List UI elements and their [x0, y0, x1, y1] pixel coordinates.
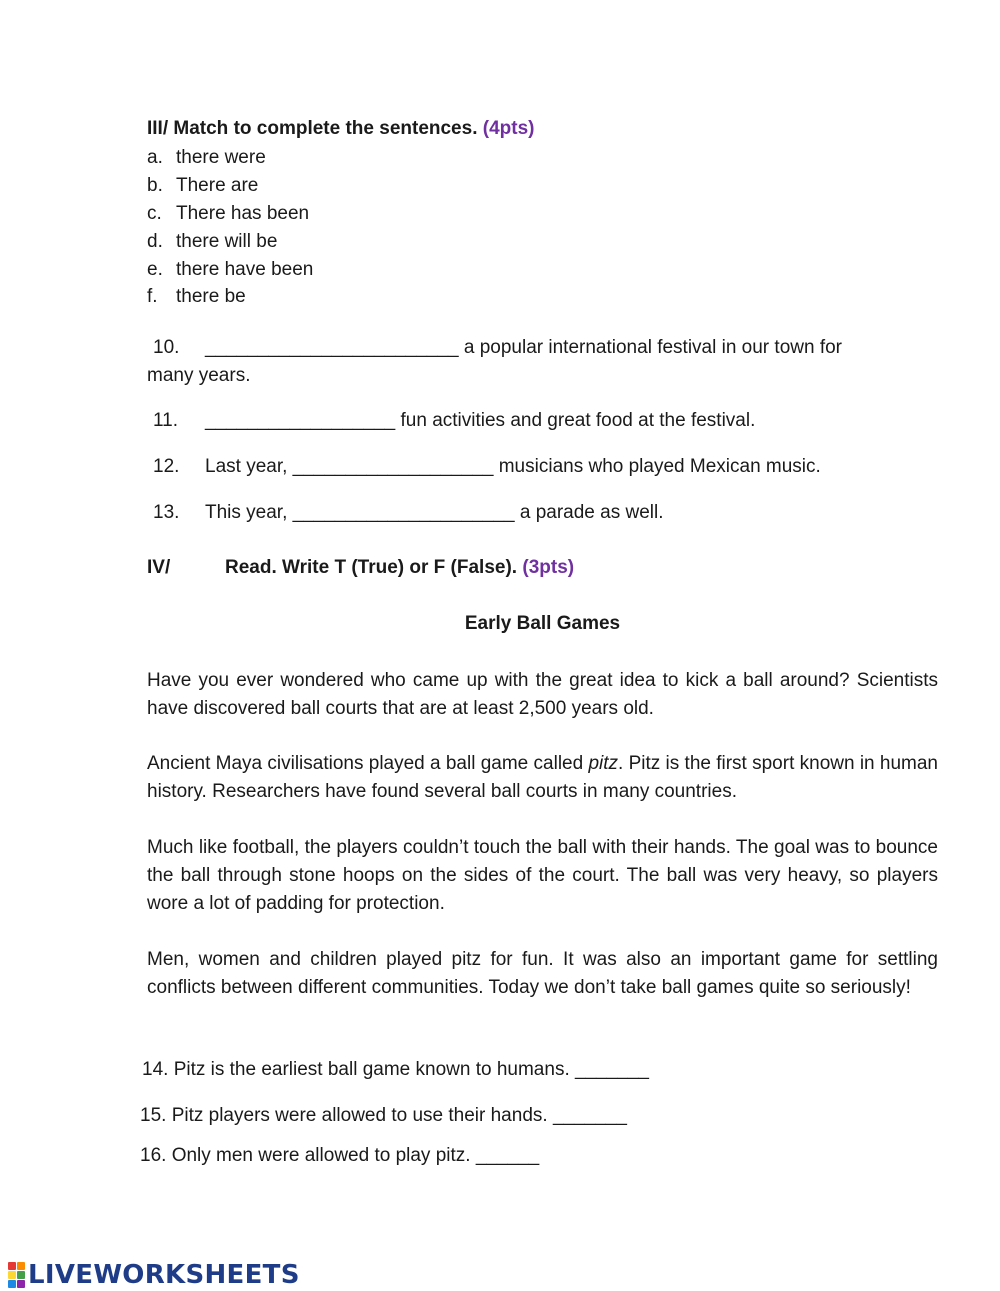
question-10 — [153, 337, 842, 359]
liveworksheets-logo — [8, 1260, 300, 1290]
logo-mark-square — [8, 1271, 16, 1279]
reading-paragraph-4 — [147, 946, 938, 1002]
section3-heading-text: III/ Match to complete the sentences. — [147, 118, 478, 139]
option-letter: f. — [147, 286, 158, 307]
answer-blank[interactable]: __________________ — [205, 410, 396, 431]
option-letter: c. — [147, 203, 162, 224]
logo-mark-square — [8, 1280, 16, 1288]
option-b — [147, 175, 258, 197]
question-text: a parade as well. — [519, 502, 664, 523]
statement-14 — [142, 1059, 649, 1081]
question-text: musicians who played Mexican music. — [498, 456, 821, 477]
logo-mark-square — [17, 1280, 25, 1288]
paragraph-text: Have you ever wondered who came up with the great idea to kick a ball around? Scientists have discovered ball courts that are at least 2,500 years old. — [147, 670, 938, 719]
statement-text: 15. Pitz players were allowed to use their hands. — [140, 1105, 548, 1126]
option-c — [147, 203, 309, 225]
statement-text: 16. Only men were allowed to play pitz. — [140, 1145, 471, 1166]
paragraph-text: Much like football, the players couldn’t touch the ball with their hands. The goal was to bounce the ball through stone hoops on the sides of the court. The ball was very heavy, so players wore a lot of padding for protection. — [147, 837, 938, 914]
section4-points: (3pts) — [522, 557, 575, 578]
option-text: there were — [176, 147, 266, 168]
option-text: There has been — [176, 203, 310, 224]
section4-label: IV/ — [147, 557, 171, 578]
logo-mark-square — [8, 1262, 16, 1270]
section4-heading-text: Read. Write T (True) or F (False). — [225, 557, 518, 578]
section3-heading — [147, 118, 534, 140]
answer-blank[interactable]: _______ — [575, 1059, 649, 1080]
paragraph-text: . Pitz is the first sport known in human history. Researchers have found several ball courts in many countries. — [147, 753, 938, 802]
statement-16 — [140, 1145, 539, 1167]
logo-mark-square — [17, 1262, 25, 1270]
answer-blank[interactable]: _____________________ — [292, 502, 515, 523]
question-11 — [153, 410, 755, 432]
option-letter: b. — [147, 175, 163, 196]
reading-paragraph-1 — [147, 667, 938, 723]
statement-text: 14. Pitz is the earliest ball game known to humans. — [142, 1059, 570, 1080]
option-text: there will be — [176, 231, 278, 252]
question-text: fun activities and great food at the festival. — [400, 410, 756, 431]
answer-blank[interactable]: _______ — [552, 1105, 627, 1126]
question-number: 13. — [153, 502, 180, 523]
section4-heading — [147, 557, 574, 579]
question-prefix: Last year, — [205, 456, 288, 477]
logo-mark-square — [17, 1271, 25, 1279]
option-text: there be — [176, 286, 246, 307]
option-letter: a. — [147, 147, 163, 168]
option-f — [147, 286, 246, 308]
question-12 — [153, 456, 821, 478]
statement-15 — [140, 1105, 627, 1127]
reading-paragraph-2 — [147, 750, 938, 806]
option-text: there have been — [176, 259, 314, 280]
question-number: 11. — [153, 410, 179, 431]
option-letter: e. — [147, 259, 163, 280]
section3-points: (4pts) — [482, 118, 535, 139]
question-number: 10. — [153, 337, 180, 358]
question-text: a popular international festival in our town for — [463, 337, 842, 358]
answer-blank[interactable]: ______ — [475, 1145, 540, 1166]
question-number: 12. — [153, 456, 180, 477]
question-10-continuation: many years. — [147, 365, 251, 386]
paragraph-text: Ancient Maya civilisations played a ball game called — [147, 753, 589, 774]
answer-blank[interactable]: ___________________ — [292, 456, 494, 477]
logo-text: LIVEWORKSHEETS — [28, 1260, 300, 1290]
option-e — [147, 259, 313, 281]
option-d — [147, 231, 277, 253]
option-a — [147, 147, 266, 169]
paragraph-text: Men, women and children played pitz for fun. It was also an important game for settling conflicts between different communities. Today we don’t take ball games quite so seriously! — [147, 949, 938, 998]
reading-paragraph-3 — [147, 834, 938, 918]
answer-blank[interactable]: ________________________ — [205, 337, 459, 358]
option-text: There are — [176, 175, 259, 196]
reading-title: Early Ball Games — [464, 613, 621, 634]
question-prefix: This year, — [205, 502, 288, 523]
paragraph-italic-word: pitz — [588, 753, 619, 774]
logo-mark-icon — [8, 1262, 25, 1288]
question-13 — [153, 502, 664, 524]
option-letter: d. — [147, 231, 163, 252]
